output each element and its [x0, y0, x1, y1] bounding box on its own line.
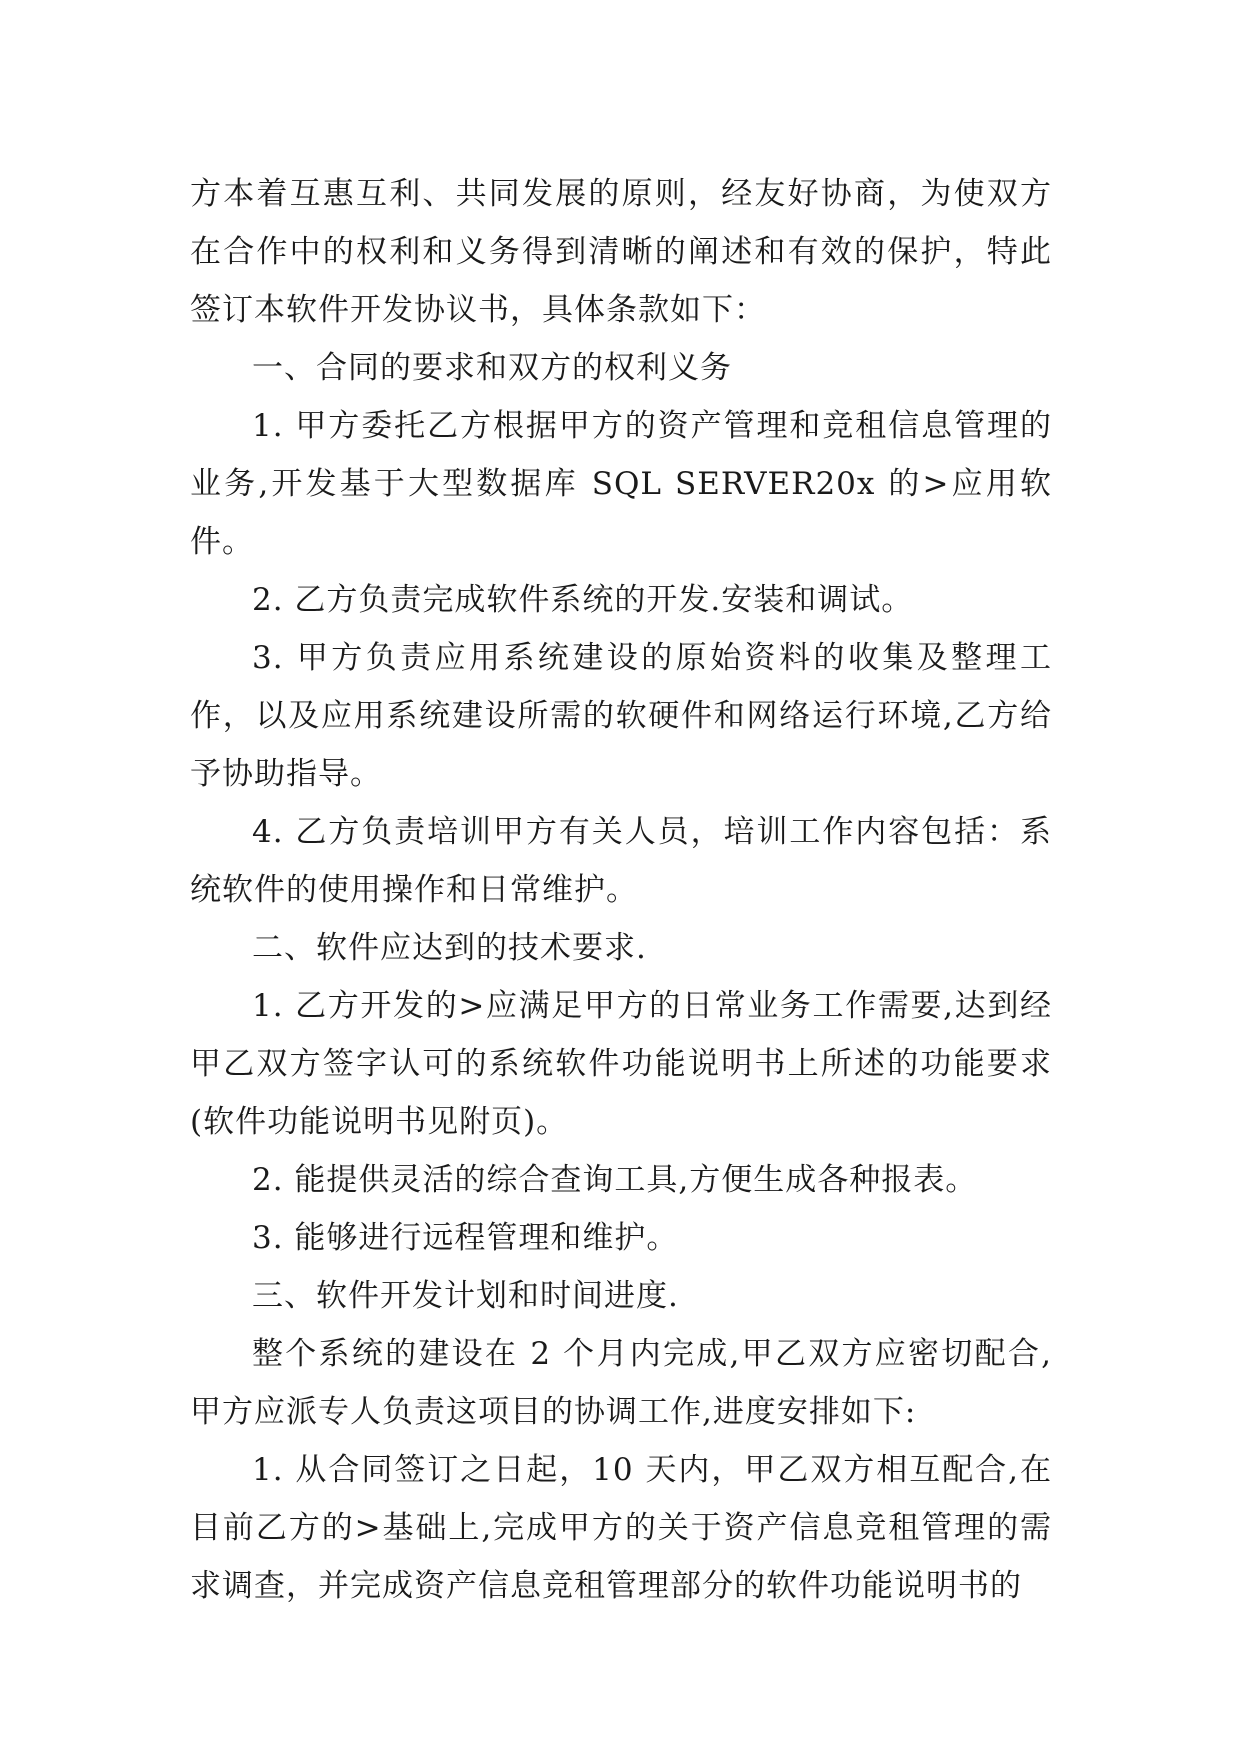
- schedule-intro: 整个系统的建设在 2 个月内完成,甲乙双方应密切配合,甲方应派专人负责这项目的协调工作,进度安排如下:: [190, 1336, 1052, 1430]
- section-heading-2: 二、软件应达到的技术要求.: [252, 930, 647, 966]
- document-body: [190, 165, 1052, 1615]
- clause-2-1: 1. 乙方开发的>应满足甲方的日常业务工作需要,达到经甲乙双方签字认可的系统软件功能说明书上所述的功能要求(软件功能说明书见附页)。: [190, 988, 1052, 1140]
- paragraph-intro: 方本着互惠互利、共同发展的原则，经友好协商，为使双方在合作中的权利和义务得到清晰的阐述和有效的保护，特此签订本软件开发协议书，具体条款如下：: [190, 176, 1052, 328]
- clause-3-1: 1. 从合同签订之日起，10 天内，甲乙双方相互配合,在目前乙方的>基础上,完成甲方的关于资产信息竞租管理的需求调查，并完成资产信息竞租管理部分的软件功能说明书的: [190, 1452, 1052, 1604]
- clause-2-3: 3. 能够进行远程管理和维护。: [252, 1220, 679, 1256]
- clause-2-2: 2. 能提供灵活的综合查询工具,方便生成各种报表。: [252, 1162, 978, 1198]
- section-heading-1: 一、合同的要求和双方的权利义务: [252, 350, 732, 386]
- section-heading-3: 三、软件开发计划和时间进度.: [252, 1278, 679, 1314]
- clause-1-1: 1. 甲方委托乙方根据甲方的资产管理和竞租信息管理的业务,开发基于大型数据库 SQL SERVER20x 的>应用软件。: [190, 408, 1052, 560]
- clause-1-2: 2. 乙方负责完成软件系统的开发.安装和调试。: [252, 582, 914, 618]
- clause-1-4: 4. 乙方负责培训甲方有关人员，培训工作内容包括：系统软件的使用操作和日常维护。: [190, 814, 1052, 908]
- clause-1-3: 3. 甲方负责应用系统建设的原始资料的收集及整理工作，以及应用系统建设所需的软硬件和网络运行环境,乙方给予协助指导。: [190, 640, 1052, 792]
